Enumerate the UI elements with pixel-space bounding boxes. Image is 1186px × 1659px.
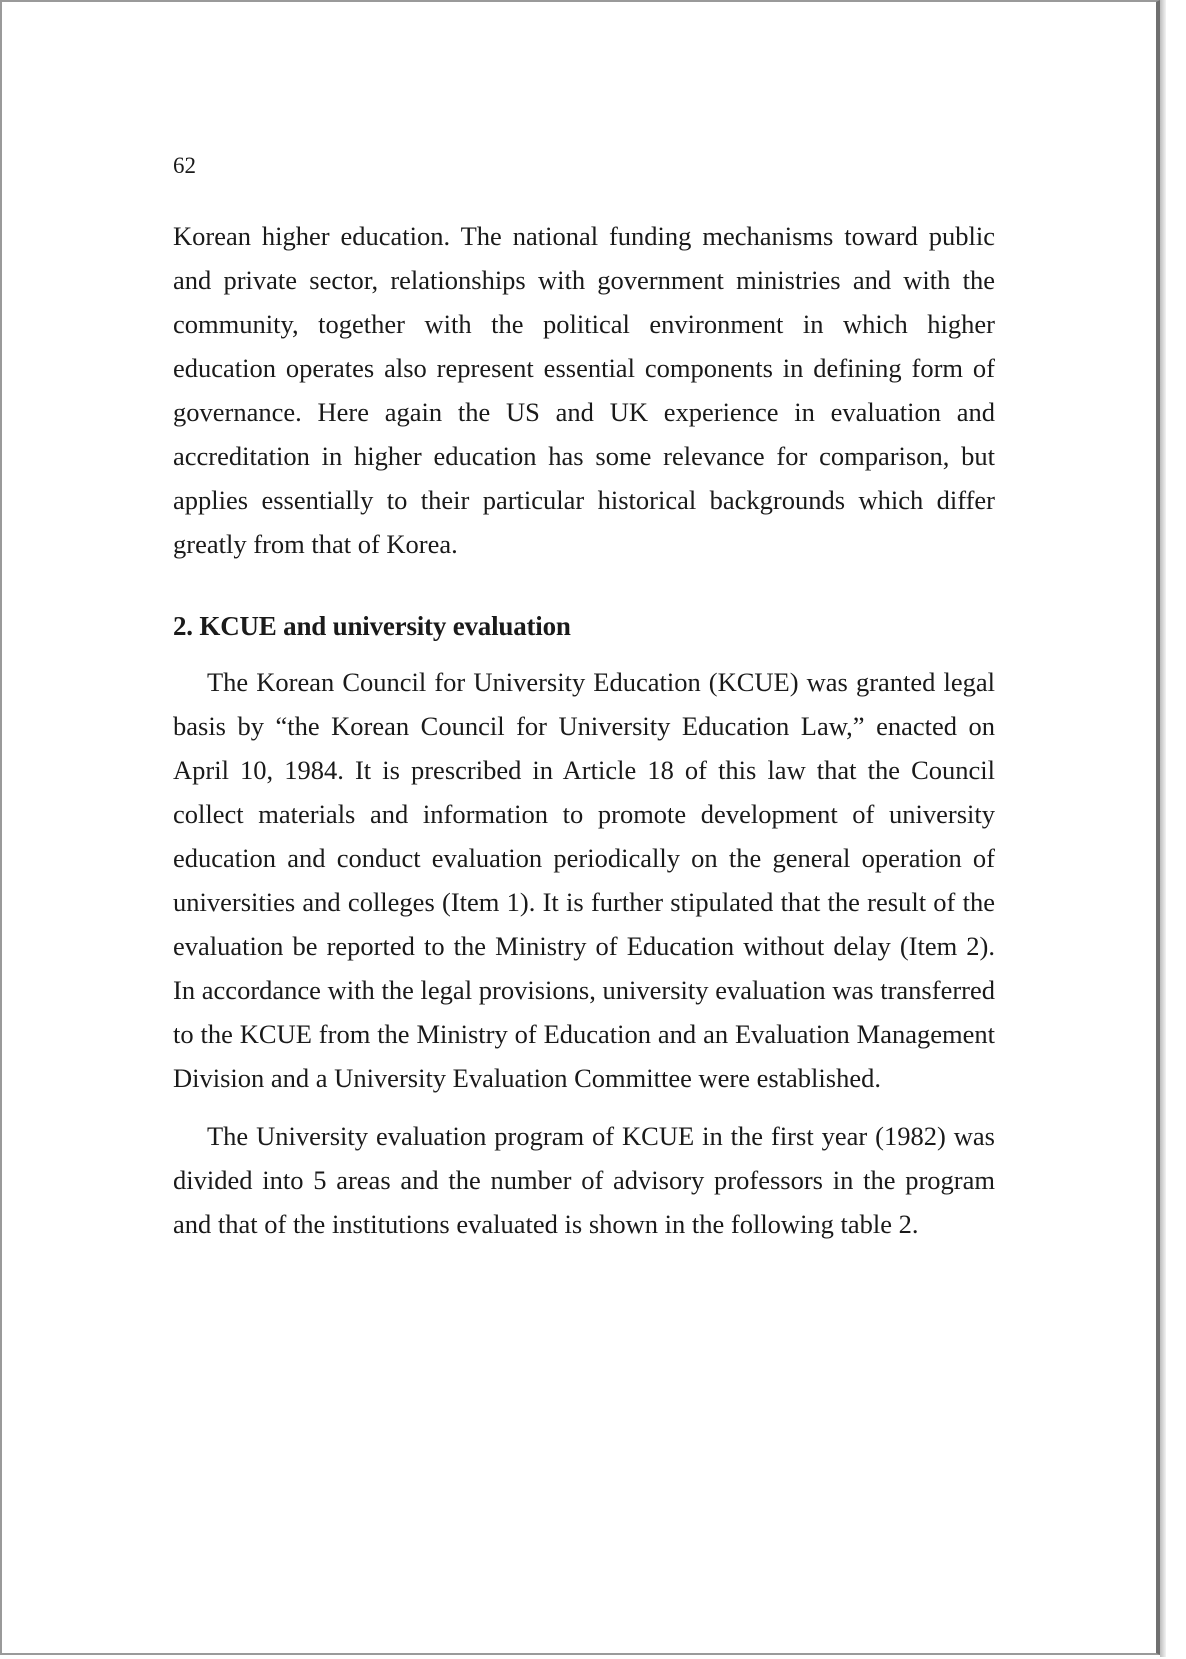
paragraph-governance: Korean higher education. The national funding mechanisms toward public and private sector, relationships with government ministries and with the community, together with the political environment in which higher education operates also represent essential components in defining form of governance. Here again the US and UK experience in evaluation and accreditation in higher education has some relevance for comparison, but applies essentially to their particular historical backgrounds which differ greatly from that of Korea. [173,221,995,559]
page-edge-shadow [1160,0,1166,1657]
paragraph-kcue-law: The Korean Council for University Education (KCUE) was granted legal basis by “the Korean Council for University Education Law,” enacted on April 10, 1984. It is prescribed in Article 18 of this law that the Council collect materials and information to promote development of university education and conduct evaluation periodically on the general operation of universities and colleges (Item 1). It is further stipulated that the result of the evaluation be reported to the Ministry of Education without delay (Item 2). In accordance with the legal provisions, university evaluation was transferred to the KCUE from the Ministry of Education and an Evaluation Management Division and a University Evaluation Committee were established. [173,667,995,1093]
page-content [173,152,995,1246]
section-heading: 2. KCUE and university evaluation [173,611,571,641]
page-number: 62 [173,153,196,178]
paragraph-evaluation-program: The University evaluation program of KCUE in the first year (1982) was divided into 5 areas and the number of advisory professors in the program and that of the institutions evaluated is shown in the following table 2. [173,1121,995,1239]
